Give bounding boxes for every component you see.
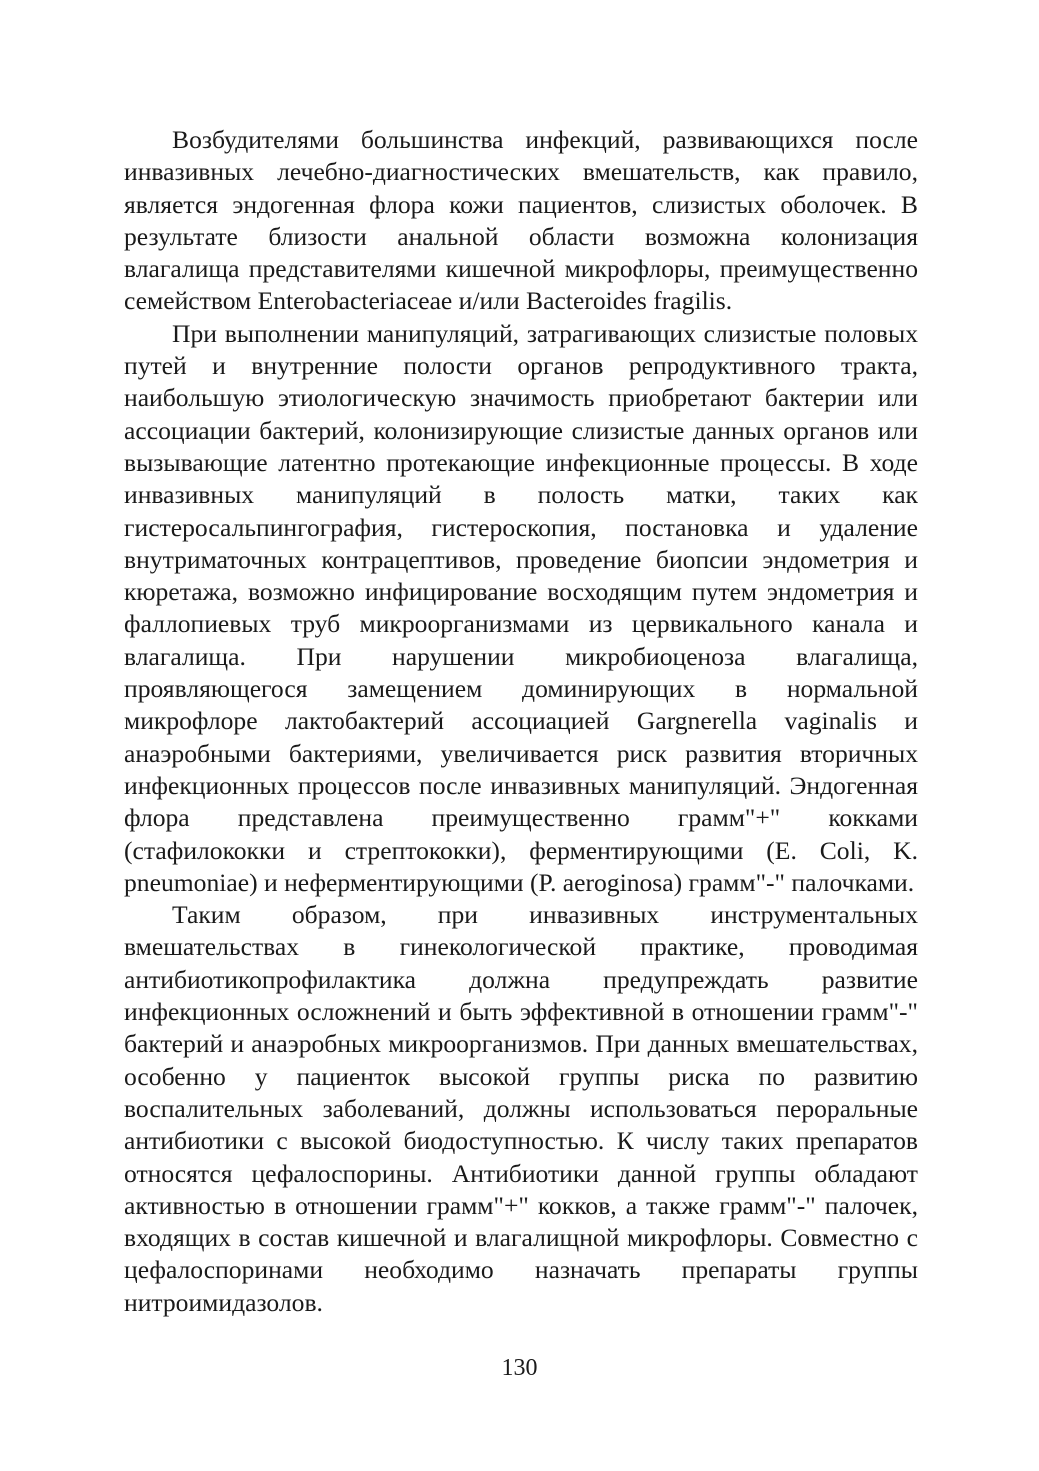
page-number: 130	[501, 1355, 538, 1381]
paragraph-3: Таким образом, при инвазивных инструментальных вмешательствах в гинекологической практике, проводимая антибиотикопрофилактика должна предупреждать развитие инфекционных осложнений и быть эффективной в отношении грамм"-" бактерий и анаэробных микроорганизмов. При данных вмешательствах, особенно у пациенток высокой группы риска по развитию воспалительных заболеваний, должны использоваться пероральные антибиотики с высокой биодоступностью. К числу таких препаратов относятся цефалоспорины. Антибиотики данной группы обладают активностью в отношении грамм"+" кокков, а также грамм"-" палочек, входящих в состав кишечной и влагалищной микрофлоры. Совместно с цефалоспоринами необходимо назначать препараты группы нитроимидазолов.	[124, 900, 918, 1317]
paragraph-1: Возбудителями большинства инфекций, развивающихся после инвазивных лечебно-диагностических вмешательств, как правило, является эндогенная флора кожи пациентов, слизистых оболочек. В результате близости анальной области возможна колонизация влагалища представителями кишечной микрофлоры, преимущественно семейством Enterobacteriaceae и/или Bacteroides fragilis.	[124, 125, 918, 316]
page-body	[124, 124, 918, 1319]
paragraph-2: При выполнении манипуляций, затрагивающих слизистые половых путей и внутренние полости органов репродуктивного тракта, наибольшую этиологическую значимость приобретают бактерии или ассоциации бактерий, колонизирующие слизистые данных органов или вызывающие латентно протекающие инфекционные процессы. В ходе инвазивных манипуляций в полость матки, таких как гистеросальпингография, гистероскопия, постановка и удаление внутриматочных контрацептивов, проведение биопсии эндометрия и кюретажа, возможно инфицирование восходящим путем эндометрия и фаллопиевых труб микроорганизмами из цервикального канала и влагалища. При нарушении микробиоценоза влагалища, проявляющегося замещением доминирующих в нормальной микрофлоре лактобактерий ассоциацией Gargnerella vaginalis и анаэробными бактериями, увеличивается риск развития вторичных инфекционных процессов после инвазивных манипуляций. Эндогенная флора представлена преимущественно грамм"+" кокками (стафилококки и стрептококки), ферментирующими (E. Coli, K. pneumoniae) и неферментирующими (P. aeroginosa) грамм"-" палочками.	[124, 318, 918, 897]
